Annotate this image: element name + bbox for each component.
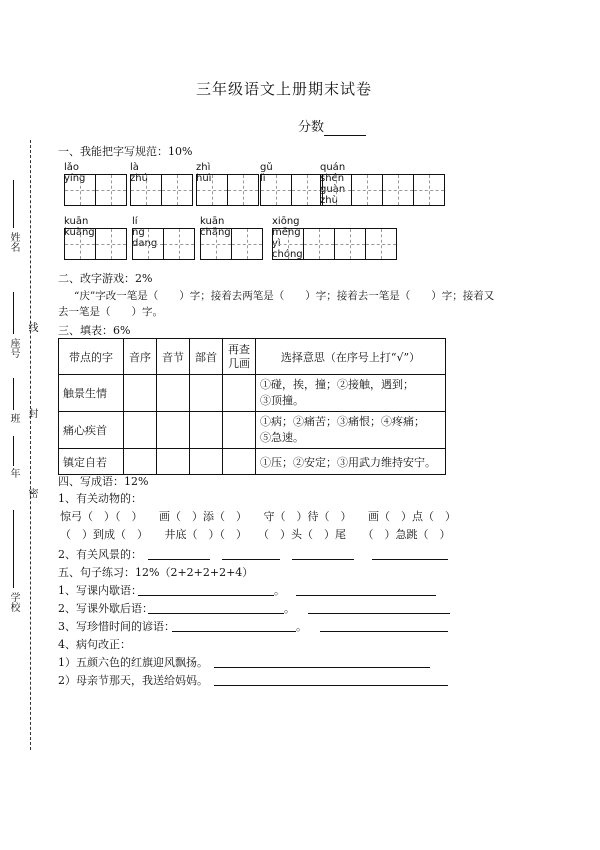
- table-row: [59, 375, 446, 412]
- writing-cell[interactable]: [273, 229, 303, 259]
- scenery-blank[interactable]: [372, 549, 448, 560]
- q1-blank[interactable]: [296, 585, 436, 596]
- writing-cell[interactable]: [163, 229, 194, 259]
- writing-cell[interactable]: [291, 175, 322, 205]
- writing-cell[interactable]: [365, 229, 396, 259]
- score-blank[interactable]: [324, 120, 366, 136]
- q4a-label: 1）五颜六色的红旗迎风飘扬。: [58, 656, 208, 669]
- table-meaning-cell[interactable]: ①压；②安定；③用武力维持安宁。: [256, 449, 446, 475]
- writing-cell[interactable]: [227, 175, 258, 205]
- table-answer-cell[interactable]: [157, 449, 190, 475]
- writing-box-group: [272, 228, 397, 260]
- margin-class-label: 班: [8, 413, 19, 423]
- section-4-heading: 四、写成语：12%: [58, 475, 149, 488]
- writing-cell[interactable]: [201, 229, 231, 259]
- table-answer-cell[interactable]: [223, 375, 256, 412]
- table-meaning-cell[interactable]: ①碰，挨，撞；②接触，遇到； ③顶撞。: [256, 375, 446, 412]
- margin-xian-label: 线: [26, 322, 37, 332]
- q2-period: 。: [284, 602, 295, 615]
- section-5-heading: 五、句子练习：12%（2+2+2+2+4）: [58, 566, 254, 579]
- page-title: 三年级语文上册期末试卷: [196, 80, 373, 98]
- table-answer-cell[interactable]: [223, 412, 256, 449]
- table-word-cell: 镇定自若: [59, 449, 124, 475]
- score-label: 分数: [298, 120, 325, 135]
- margin-name-rule: [13, 180, 14, 228]
- table-row: [59, 412, 446, 449]
- q4b-label: 2）母亲节那天，我送给妈妈。: [58, 674, 208, 687]
- section-4-sub-2-row: [58, 546, 142, 562]
- q1-blank[interactable]: [138, 585, 274, 596]
- table-header-cell: 部首: [190, 339, 223, 375]
- writing-cell[interactable]: [334, 229, 365, 259]
- section-4-sub-2: 2、有关风景的：: [58, 548, 142, 561]
- q3-period: 。: [296, 620, 307, 633]
- margin-school-label: 学校: [8, 592, 19, 612]
- writing-cell[interactable]: [161, 175, 192, 205]
- table-word-cell: 痛心疾首: [59, 412, 124, 449]
- pinyin-label: xiōng měng yì chóng: [272, 216, 303, 260]
- table-header-row: [59, 339, 446, 375]
- q4a-blank[interactable]: [214, 657, 430, 668]
- pinyin-label: gǔ lì: [260, 162, 273, 184]
- writing-box-group: [132, 228, 195, 260]
- writing-cell[interactable]: [197, 175, 227, 205]
- pinyin-label: lí ng dang: [132, 216, 158, 249]
- margin-class-rule: [13, 378, 14, 410]
- q2-label: 2、写课外歇后语：: [58, 602, 153, 615]
- margin-name-label: 姓名: [8, 232, 19, 252]
- writing-box-group: [200, 228, 263, 260]
- q2-blank[interactable]: [148, 603, 284, 614]
- q4-label: 4、病句改正：: [58, 638, 131, 651]
- q3-blank[interactable]: [172, 621, 296, 632]
- margin-mi-label: 密: [26, 488, 37, 498]
- writing-cell[interactable]: [351, 175, 382, 205]
- q2-blank[interactable]: [308, 603, 450, 614]
- table-answer-cell[interactable]: [124, 375, 157, 412]
- writing-box-group: [320, 174, 445, 206]
- pinyin-label: lǎo yíng: [64, 162, 86, 184]
- writing-cell[interactable]: [382, 175, 413, 205]
- q1-period: 。: [274, 584, 285, 597]
- table-answer-cell[interactable]: [157, 412, 190, 449]
- scenery-blank[interactable]: [292, 549, 354, 560]
- writing-cell[interactable]: [95, 229, 126, 259]
- pinyin-label: kuān kuàng: [64, 216, 95, 238]
- margin-feng-label: 封: [26, 408, 37, 418]
- table-answer-cell[interactable]: [124, 449, 157, 475]
- table-answer-cell[interactable]: [190, 412, 223, 449]
- margin-grade-rule: [13, 436, 14, 466]
- writing-cell[interactable]: [133, 229, 163, 259]
- scenery-blank[interactable]: [148, 549, 210, 560]
- q3-label: 3、写珍惜时间的谚语：: [58, 620, 175, 633]
- writing-cell[interactable]: [321, 175, 351, 205]
- q3-blank[interactable]: [320, 621, 448, 632]
- pinyin-label: quán shén guàn zhù: [320, 162, 346, 206]
- section-2-heading: 二、改字游戏：2%: [58, 272, 153, 285]
- writing-box-group: [130, 174, 193, 206]
- writing-box-group: [196, 174, 259, 206]
- score-label-row: [298, 116, 366, 136]
- writing-box-group: [260, 174, 323, 206]
- pinyin-label: kuān chǎng: [200, 216, 231, 238]
- margin-seat-rule: [13, 292, 14, 334]
- section-2-line-1: “庆”字改一笔是（ ）字；接着去两笔是（ ）字；接着去一笔是（ ）字；接着又: [74, 290, 495, 302]
- q1-label: 1、写课内歇语：: [58, 584, 142, 597]
- table-answer-cell[interactable]: [124, 412, 157, 449]
- pinyin-label: là zhú: [130, 162, 148, 184]
- table-header-cell: 选择意思（在序号上打“√”）: [256, 339, 446, 375]
- idiom-row-2[interactable]: （ ）到成（ ） 井底（ ）（ ） （ ）头（ ）尾 （ ）急跳（ ）: [60, 528, 451, 541]
- table-answer-cell[interactable]: [190, 449, 223, 475]
- margin-grade-label: 年: [8, 468, 19, 478]
- margin-school-rule: [13, 510, 14, 588]
- writing-box-group: [64, 228, 127, 260]
- table-word-cell: 触景生情: [59, 375, 124, 412]
- q4b-blank[interactable]: [214, 675, 448, 686]
- writing-cell[interactable]: [131, 175, 161, 205]
- section-4-sub-1: 1、有关动物的：: [58, 492, 142, 505]
- table-header-cell: 再查 几画: [223, 339, 256, 375]
- margin-seat-label: 座号: [8, 338, 19, 358]
- binding-dashed-line: [30, 140, 31, 750]
- writing-cell[interactable]: [413, 175, 444, 205]
- table-answer-cell[interactable]: [157, 375, 190, 412]
- fill-table: [58, 338, 446, 475]
- table-answer-cell[interactable]: [223, 449, 256, 475]
- section-3-heading: 三、填表：6%: [58, 324, 131, 337]
- table-row: [59, 449, 446, 475]
- table-header-cell: 音序: [124, 339, 157, 375]
- writing-cell[interactable]: [65, 229, 95, 259]
- idiom-row-1[interactable]: 惊弓（ ）（ ） 画（ ）添（ ） 守（ ）待（ ） 画（ ）点（ ）: [60, 510, 456, 523]
- section-1-heading: 一、我能把字写规范：10%: [58, 145, 193, 158]
- scenery-blank[interactable]: [222, 549, 280, 560]
- table-answer-cell[interactable]: [190, 375, 223, 412]
- section-2-line-2: 去一笔是（ ）字。: [58, 306, 163, 318]
- writing-cell[interactable]: [231, 229, 262, 259]
- writing-cell[interactable]: [303, 229, 334, 259]
- table-meaning-cell[interactable]: ①病；②痛苦；③痛恨；④疼痛； ⑤急速。: [256, 412, 446, 449]
- table-header-cell: 带点的字: [59, 339, 124, 375]
- writing-cell[interactable]: [65, 175, 95, 205]
- writing-box-group: [64, 174, 127, 206]
- writing-cell[interactable]: [261, 175, 291, 205]
- writing-cell[interactable]: [95, 175, 126, 205]
- pinyin-label: zhì huì: [196, 162, 212, 184]
- table-header-cell: 音节: [157, 339, 190, 375]
